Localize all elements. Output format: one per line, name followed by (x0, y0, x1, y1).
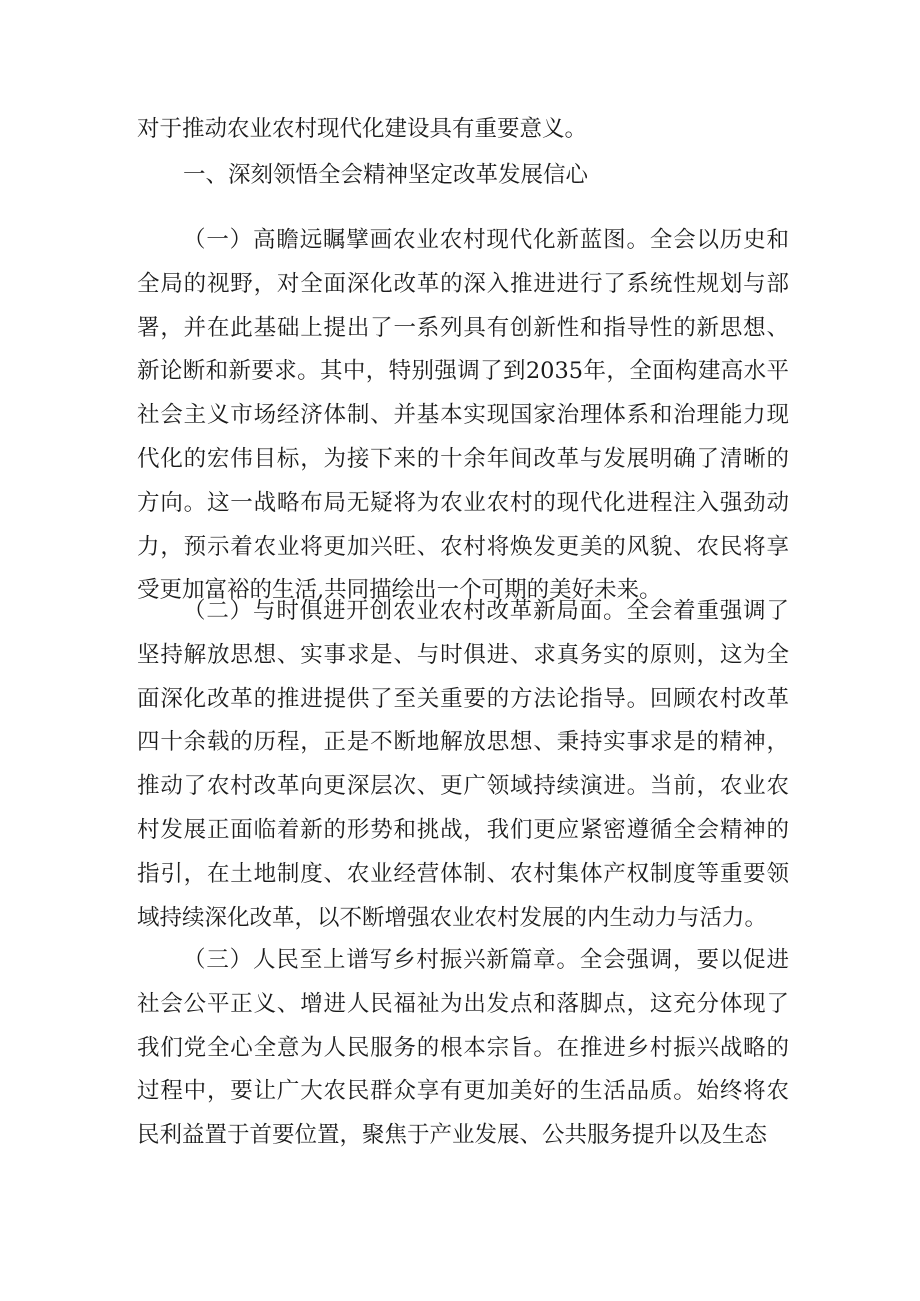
paragraph-1: （一）高瞻远瞩擘画农业农村现代化新蓝图。全会以历史和全局的视野，对全面深化改革的深入推进进行了系统性规划与部署，并在此基础上提出了一系列具有创新性和指导性的新思想、新论断和新要求。其中，特别强调了到2035年，全面构建高水平社会主义市场经济体制、并基本实现国家治理体系和治理能力现代化的宏伟目标，为接下来的十余年间改革与发展明确了清晰的方向。这一战略布局无疑将为农业农村的现代化进程注入强劲动力，预示着农业将更加兴旺、农村将焕发更美的风貌、农民将享受更加富裕的生活,共同描绘出一个可期的美好未来。 (137, 227, 789, 604)
section-heading: 一、深刻领悟全会精神坚定改革发展信心 (183, 162, 589, 188)
paragraph-3: （三）人民至上谱写乡村振兴新篇章。全会强调，要以促进社会公平正义、增进人民福祉为出发点和落脚点，这充分体现了我们党全心全意为人民服务的根本宗旨。在推进乡村振兴战略的过程中，要让广大农民群众享有更加美好的生活品质。始终将农民利益置于首要位置，聚焦于产业发展、公共服务提升以及生态 (137, 947, 789, 1149)
paragraph-2: （二）与时俱进开创农业农村改革新局面。全会着重强调了坚持解放思想、实事求是、与时俱进、求真务实的原则，这为全面深化改革的推进提供了至关重要的方法论指导。回顾农村改革四十余载的历程，正是不断地解放思想、秉持实事求是的精神，推动了农村改革向更深层次、更广领域持续演进。当前，农业农村发展正面临着新的形势和挑战，我们更应紧密遵循全会精神的指引，在土地制度、农业经营体制、农村集体产权制度等重要领域持续深化改革，以不断增强农业农村发展的内生动力与活力。 (137, 598, 789, 931)
lead-line: 对于推动农业农村现代化建设具有重要意义。 (137, 116, 588, 142)
